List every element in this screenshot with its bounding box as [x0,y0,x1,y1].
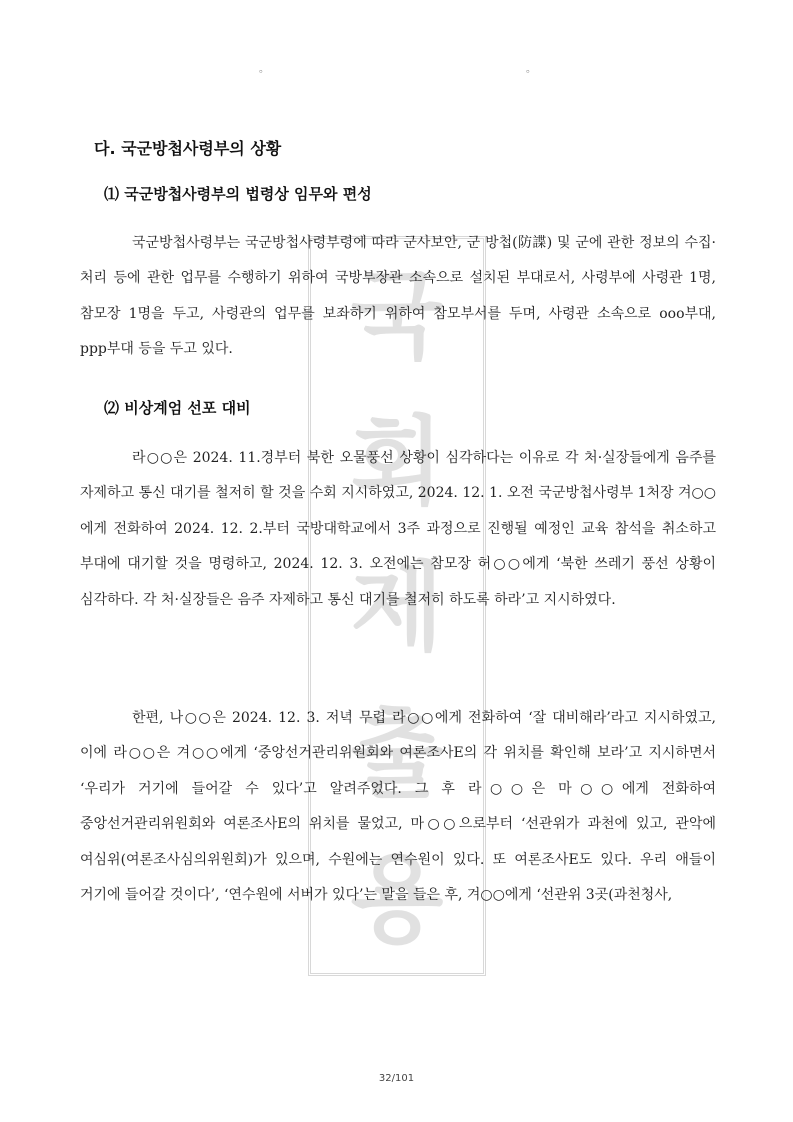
seal-char-4: 출 [350,698,444,810]
page-number: 32/101 [378,1073,415,1084]
seal-char-3: 제 [350,552,444,664]
paragraph-duties: 국군방첩사령부는 국군방첩사령부령에 따라 군사보안, 군 방첩(防諜) 및 군에 관한 정보의 수집·처리 등에 관한 업무를 수행하기 위하여 국방부장관 소속으로 설치된 부대로서, 사령부에 사령관 1명, 참모장 1명을 두고, 사령관의 업무를 보좌하기 위하여 참모부서를 두며, 사령관 소속으로 ooo부대, ppp부대 등을 두고 있다. [80,235,716,358]
section-heading: 다. 국군방첩사령부의 상황 [94,139,282,158]
header-mark-right: 。 [526,64,536,75]
paragraph-preparation: 라○○은 2024. 11.경부터 북한 오물풍선 상황이 심각하다는 이유로 각 처·실장들에게 음주를 자제하고 통신 대기를 철저히 할 것을 수회 지시하였고, 2024. 12. 1. 오전 국군방첩사령부 1처장 겨○○에게 전화하여 2024. 12. 2.부터 국방대학교에서 3주 과정으로 진행될 예정인 교육 참석을 취소하고 부대에 대기할 것을 명령하고, 2024. 12. 3. 오전에는 참모장 허○○에게 ‘북한 쓰레기 풍선 상황이 심각하다. 각 처·실장들은 음주 자제하고 통신 대기를 철저히 하도록 하라’고 지시하였다. [80,450,716,608]
seal-char-1: 국 [350,260,444,372]
header-mark-left: 。 [259,64,269,75]
subsection-title-1: ⑴ 국군방첩사령부의 법령상 임무와 편성 [104,185,372,203]
seal-char-5: 용 [350,844,444,956]
paragraph-instructions: 한편, 나○○은 2024. 12. 3. 저녁 무렵 라○○에게 전화하여 ‘잘 대비해라’라고 지시하였고, 이에 라○○은 겨○○에게 ‘중앙선거관리위원회와 여론조사E의 각 위치를 확인해 보라’고 지시하면서 ‘우리가 거기에 들어갈 수 있다’고 알려주었다. 그 후 라○○은 마○○에게 전화하여 중앙선거관리위원회와 여론조사E의 위치를 물었고, 마○○으로부터 ‘선관위가 과천에 있고, 관악에 여심위(여론조사심의위원회)가 있으며, 수원에는 연수원이 있다. 또 여론조사E도 있다. 우리 애들이 거기에 들어갈 것이다’, ‘연수원에 서버가 있다’는 말을 들은 후, 겨○○에게 ‘선관위 3곳(과천청사, [80,710,716,904]
seal-char-2: 회 [350,406,444,518]
subsection-title-2: ⑵ 비상계엄 선포 대비 [104,399,251,417]
